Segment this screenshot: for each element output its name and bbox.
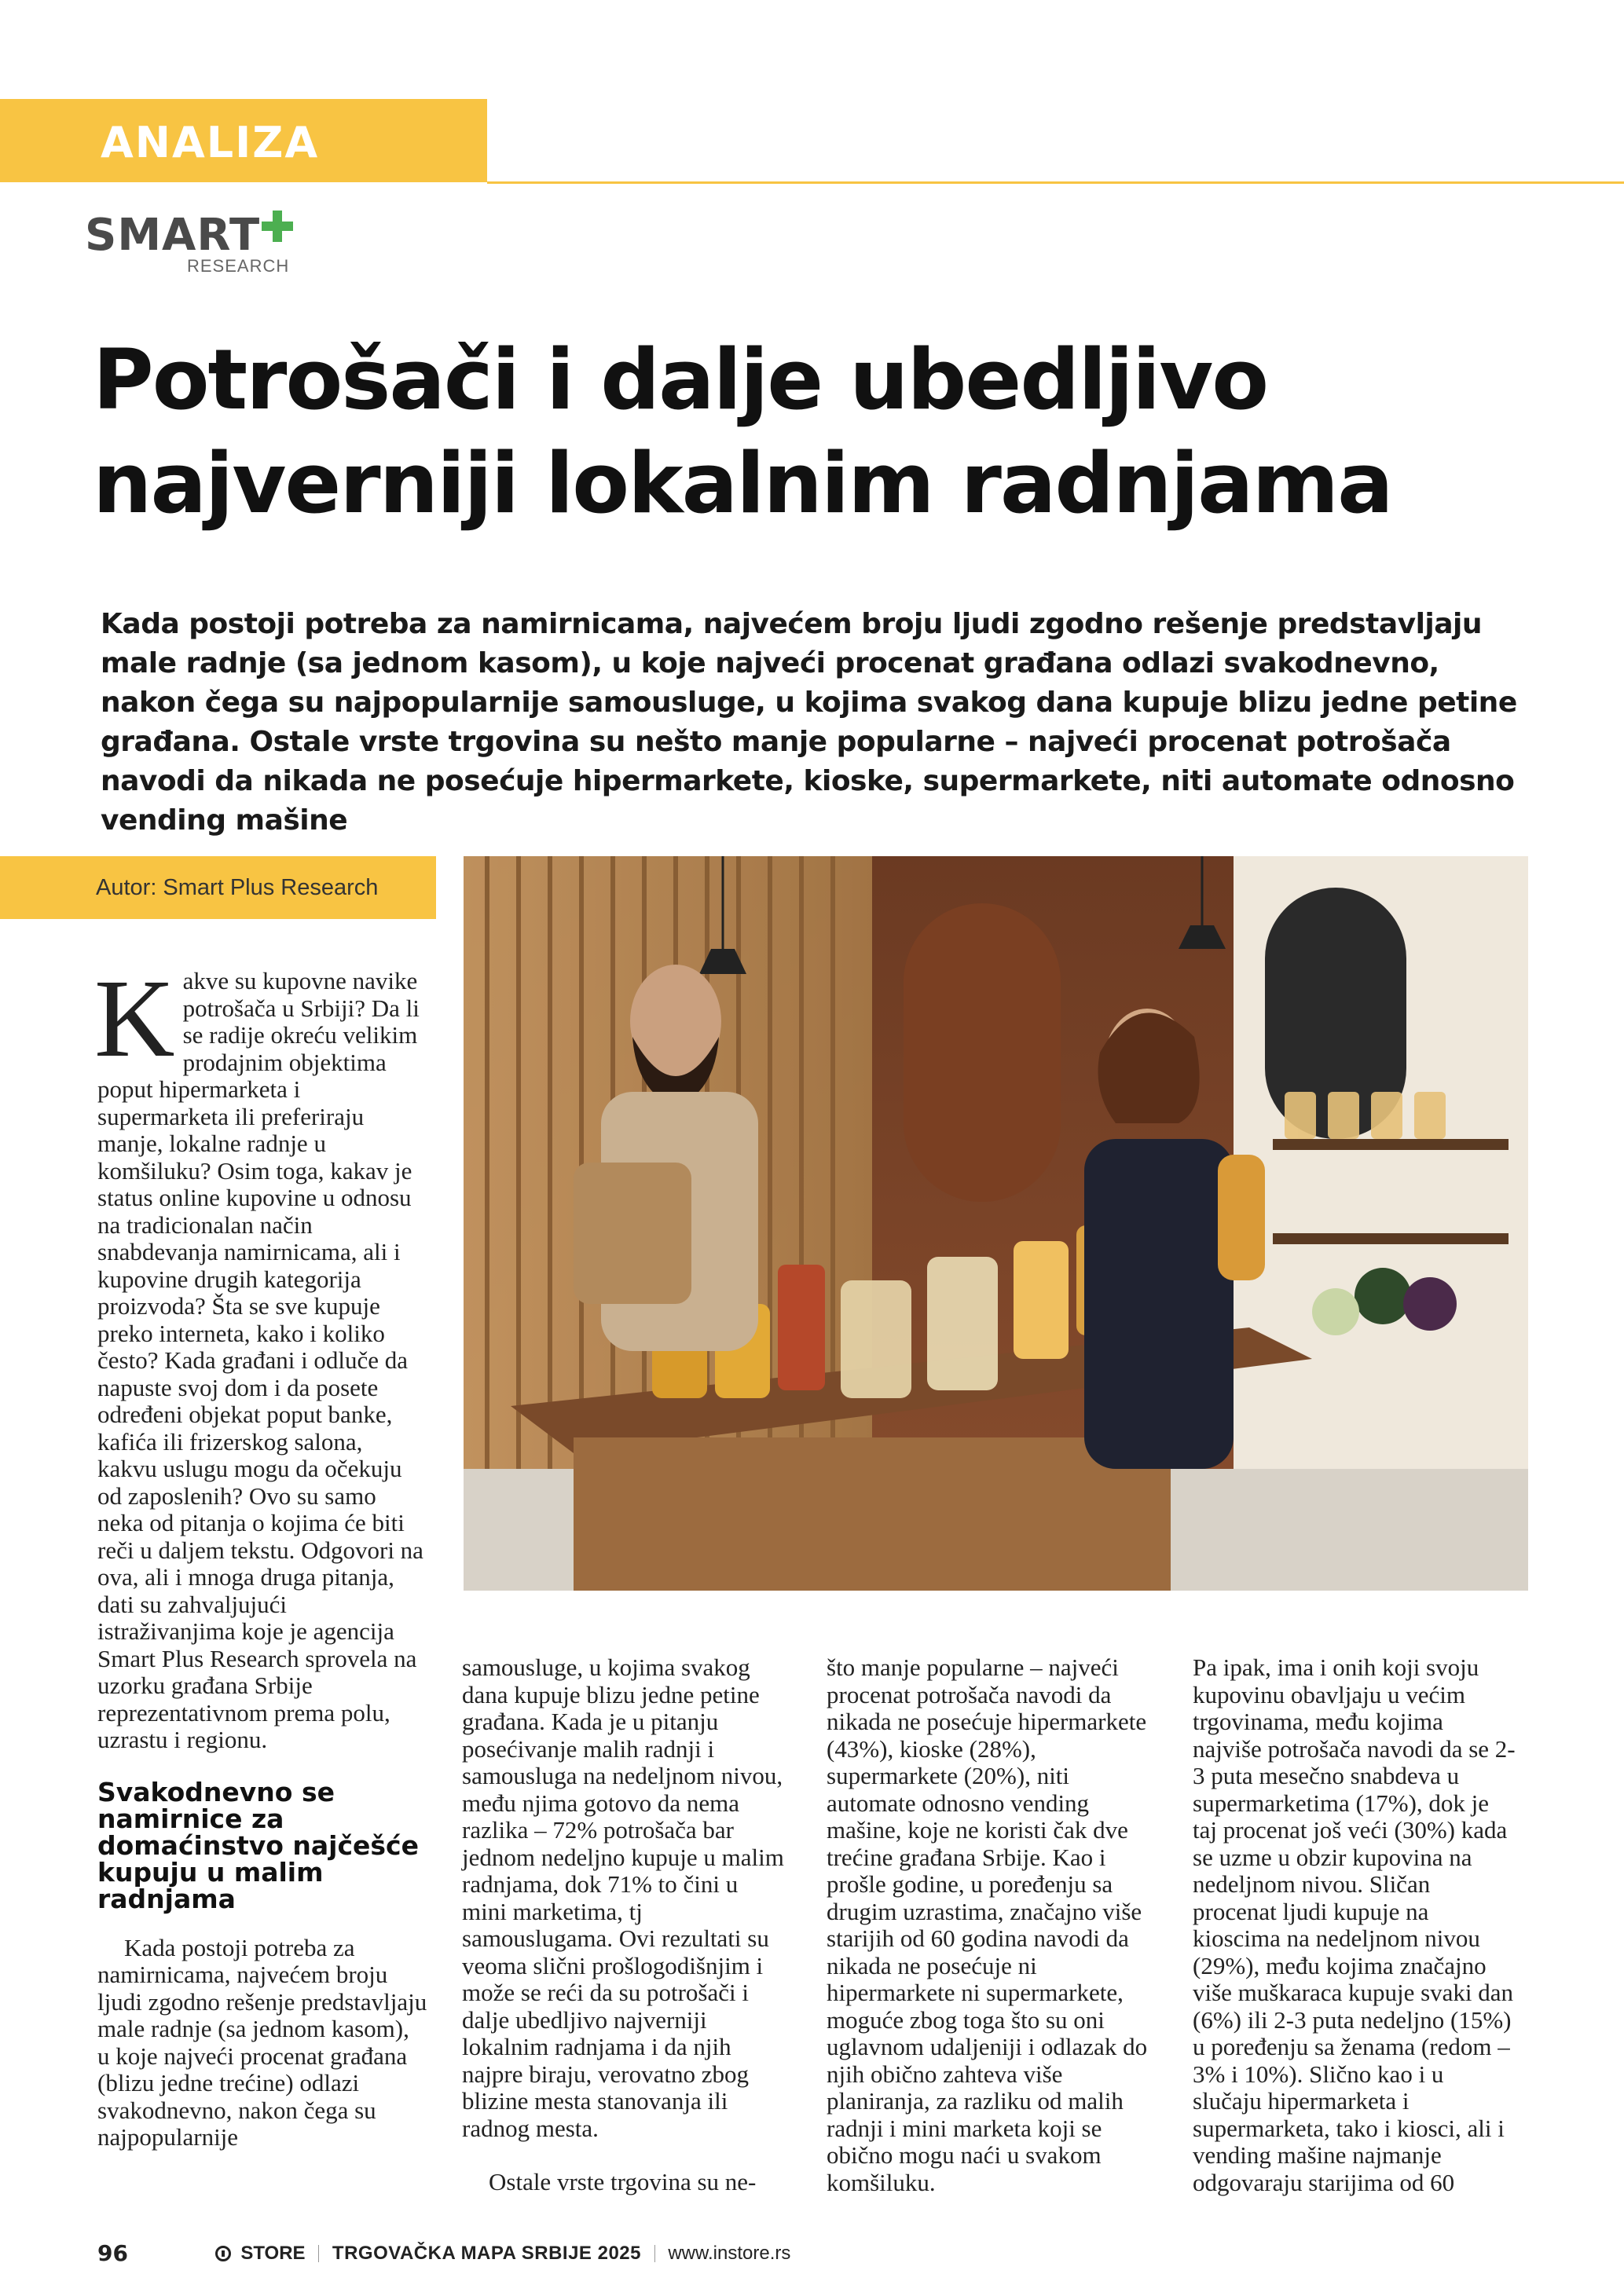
page-footer (97, 2240, 1512, 2272)
body-paragraph: što manje popularne – najveći procenat potrošača navodi da nikada ne posećuje hipermarkete (43%), kioske (28%), supermarkete (20%), niti automate odnosno vending mašine, koje ne koristi čak dve trećine građana Srbije. Kao i prošle godine, u poređenju sa drugim uzrastima, značajno više starijih od 60 godina navodi da nikada ne posećuje ni hipermarkete ni supermarkete, moguće zbog toga što su oni uglavnom udaljeniji i odlazak do njih obično zahteva više planiranja, za razliku od malih radnji i mini marketa koji se obično mogu naći u svakom komšiluku. (827, 1653, 1148, 2196)
logo-subtitle: RESEARCH (187, 256, 290, 276)
article-subhead: Svakodnevno se namirnice za domaćinstvo najčešće kupuju u malim radnjama (97, 1776, 420, 1914)
grocery-store-photo (464, 856, 1528, 1591)
article-lead: Kada postoji potreba za namirnicama, najvećem broju ljudi zgodno rešenje predstavljaju male radnje (sa jednom kasom), u koje najveći procenat građana odlazi svakodnevno, nakon čega su najpopularnije samousluge, u kojima svakog dana kupuje blizu jedne petine građana. Ostale vrste trgovina su nešto manje popularne – najveći procenat potrošača navodi da nikada ne posećuje hipermarkete, kioske, supermarkete, niti automate odnosno vending mašine (101, 608, 1517, 837)
logo-word: SMART (85, 210, 261, 261)
drop-cap: K (94, 956, 175, 1080)
page-number: 96 (97, 2240, 128, 2266)
body-column-1 (94, 956, 427, 2151)
body-paragraph: Ostale vrste trgovina su ne- (489, 2168, 757, 2195)
body-paragraph: samousluge, u kojima svakog dana kupuje blizu jedne petine građana. Kada je u pitanju posećivanje malih radnji i samousluga na nedeljnom nivou, među njima gotovo da nema razlika – 72% potrošača bar jednom nedeljno kupuje u malim radnjama, dok 71% to čini u mini marketima, tj samouslugama. Ovi rezultati su veoma slični prošlogodišnjim i može se reći da su potrošači i dalje ubedljivo najverniji lokalnim radnjama i da njih najpre biraju, verovatno zbog blizine mesta stanovanja ili radnog mesta. (462, 1653, 784, 2142)
intro-text: akve su kupovne navike potrošača u Srbiji? Da li se radije okreću velikim prodajnim objektima poput hipermarketa i supermarketa ili preferiraju manje, lokalne radnje u komšiluku? Osim toga, kakav je status online kupovine u odnosu na tradicionalan način snabdevanja namirnicama, ali i kupovine drugih kategorija proizvoda? Šta se sve kupuje preko interneta, kako i koliko često? Kada građani i odluče da napuste svoj dom i da posete određeni objekat poput banke, kafića ili frizerskog salona, kakvu uslugu mogu da očekuju od zaposlenih? Ovo su samo neka od pitanja o kojima će biti reči u daljem tekstu. Odgovori na ova, ali i mnoga druga pitanja, dati su zahvaljujući istraživanjima koje je agencija Smart Plus Research sprovela na uzorku građana Srbije reprezentativnom prema polu, uzrastu i regionu. (97, 967, 423, 1753)
body-column-4 (1193, 1654, 1518, 2196)
body-column-2 (462, 1654, 787, 2196)
footer-divider (654, 2245, 655, 2262)
footer-divider (318, 2245, 319, 2262)
headline-line-1: Potrošači i dalje ubedljivo (93, 331, 1268, 428)
footer-brand: STORE (240, 2242, 306, 2264)
section-label: ANALIZA (101, 118, 320, 167)
footer-url[interactable]: www.instore.rs (668, 2242, 791, 2264)
body-paragraph: Kada postoji potreba za namirnicama, najvećem broju ljudi zgodno rešenje predstavljaju male radnje (sa jednom kasom), u koje najveći procenat građana (blizu jedne trećine) odlazi svakodnevno, nakon čega su najpopularnije (97, 1933, 427, 2151)
smart-plus-logo (85, 211, 321, 281)
body-column-3 (827, 1654, 1152, 2196)
article-headline (93, 328, 1570, 536)
plus-icon (262, 211, 293, 242)
store-brand-icon (215, 2246, 231, 2261)
headline-line-2: najverniji lokalnim radnjama (93, 435, 1392, 532)
footer-publication: TRGOVAČKA MAPA SRBIJE 2025 (332, 2242, 641, 2264)
author-credit: Autor: Smart Plus Research (96, 875, 379, 900)
intro-paragraph (94, 956, 427, 1754)
section-rule (487, 181, 1624, 184)
article-photo (464, 856, 1528, 1591)
body-paragraph: Pa ipak, ima i onih koji svoju kupovinu obavljaju u većim trgovinama, među kojima najviše potrošača navodi da se 2-3 puta mesečno snabdeva u supermarketima (17%), dok je taj procenat još veći (30%) kada se uzme u obzir kupovina na nedeljnom nivou. Sličan procenat ljudi kupuje na kioscima na nedeljnom nivou (29%), među kojima značajno više muškaraca kupuje svaki dan (6%) ili 2-3 puta nedeljno (15%) u poređenju sa ženama (redom – 3% i 10%). Slično kao i u slučaju hipermarketa i supermarketa, tako i kiosci, ali i vending mašine najmanje odgovaraju starijima od 60 (1193, 1653, 1516, 2196)
